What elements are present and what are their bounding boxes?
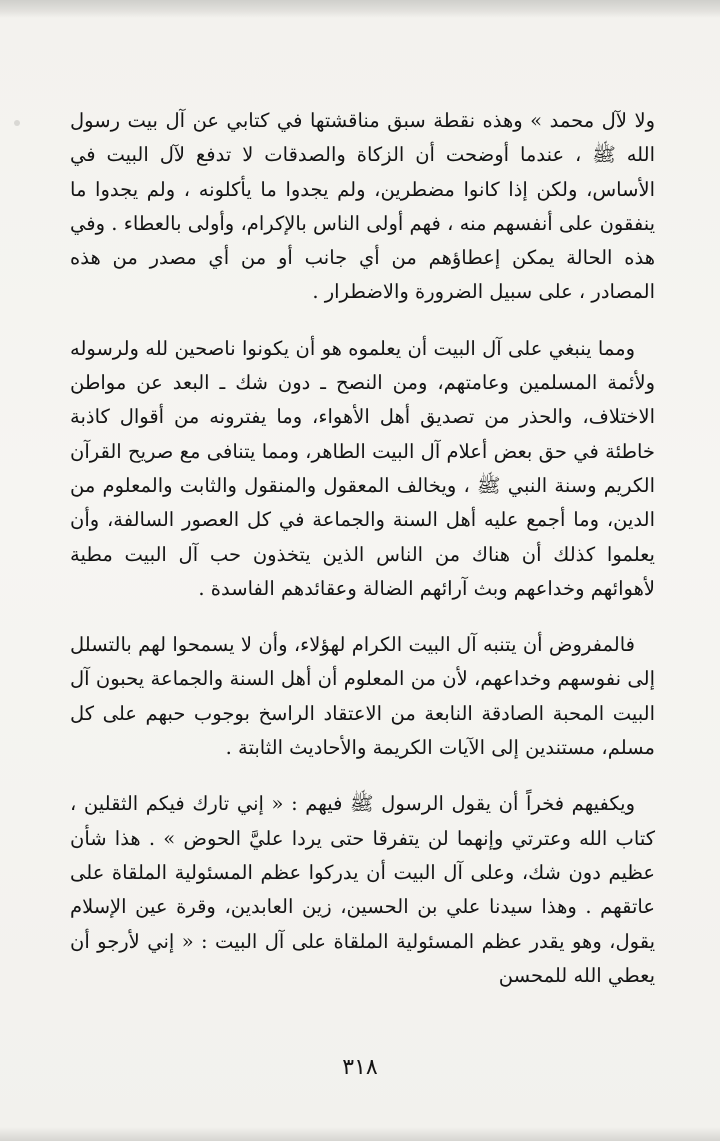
- paragraph-2: ومما ينبغي على آل البيت أن يعلموه هو أن يكونوا ناصحين لله ولرسوله ولأئمة المسلمين وعامتهم، ومن النصح ـ دون شك ـ البعد عن مواطن الاختلاف، والحذر من تصديق أهل الأهواء، وما يفترونه من أقوال كاذبة خاطئة في حق بعض أعلام آل البيت الطاهر، ومما يتنافى مع صريح القرآن الكريم وسنة النبي ﷺ ، ويخالف المعقول والمنقول والثابت والمعلوم من الدين، وما أجمع عليه أهل السنة والجماعة في كل العصور السالفة، وأن يعلموا كذلك أن هناك من الناس الذين يتخذون حب آل البيت مطية لأهوائهم وخداعهم وبث آرائهم الضالة وعقائدهم الفاسدة .: [70, 336, 655, 600]
- paragraph-4: ويكفيهم فخراً أن يقول الرسول ﷺ فيهم : « إني تارك فيكم الثقلين ، كتاب الله وعترتي وإنهما لن يتفرقا حتى يردا عليَّ الحوض » . هذا شأن عظيم دون شك، وعلى آل البيت أن يدركوا عظم المسئولية الملقاة على عاتقهم . وهذا سيدنا علي بن الحسين، زين العابدين، وقرة عين الإسلام يقول، وهو يقدر عظم المسئولية الملقاة على آل البيت : « إني لأرجو أن يعطي الله للمحسن: [70, 792, 655, 987]
- page-bottom-edge: [0, 1127, 720, 1141]
- page-body: [70, 104, 655, 993]
- paragraph-3: فالمفروض أن يتنبه آل البيت الكرام لهؤلاء، وأن لا يسمحوا لهم بالتسلل إلى نفوسهم وخداعهم، لأن من المعلوم أن أهل السنة والجماعة يحبون آل البيت المحبة الصادقة النابعة من الاعتقاد الراسخ بوجوب حبهم على كل مسلم، مستندين إلى الآيات الكريمة والأحاديث الثابتة .: [70, 633, 655, 760]
- page-number: ٣١٨: [342, 1055, 378, 1080]
- page-top-edge: [0, 0, 720, 18]
- paragraph-1: ولا لآل محمد » وهذه نقطة سبق مناقشتها في كتابي عن آل بيت رسول الله ﷺ ، عندما أوضحت أن الزكاة والصدقات لا تدفع لآل البيت في الأساس، ولكن إذا كانوا مضطرين، ولم يجدوا ما يأكلونه ، ولم يجدوا ما ينفقون على أنفسهم منه ، فهم أولى الناس بالإكرام، وأولى بالعطاء . وفي هذه الحالة يمكن إعطاؤهم من أي جانب أو من أي مصدر من هذه المصادر ، على سبيل الضرورة والاضطرار .: [70, 109, 655, 304]
- margin-mark: [14, 120, 20, 126]
